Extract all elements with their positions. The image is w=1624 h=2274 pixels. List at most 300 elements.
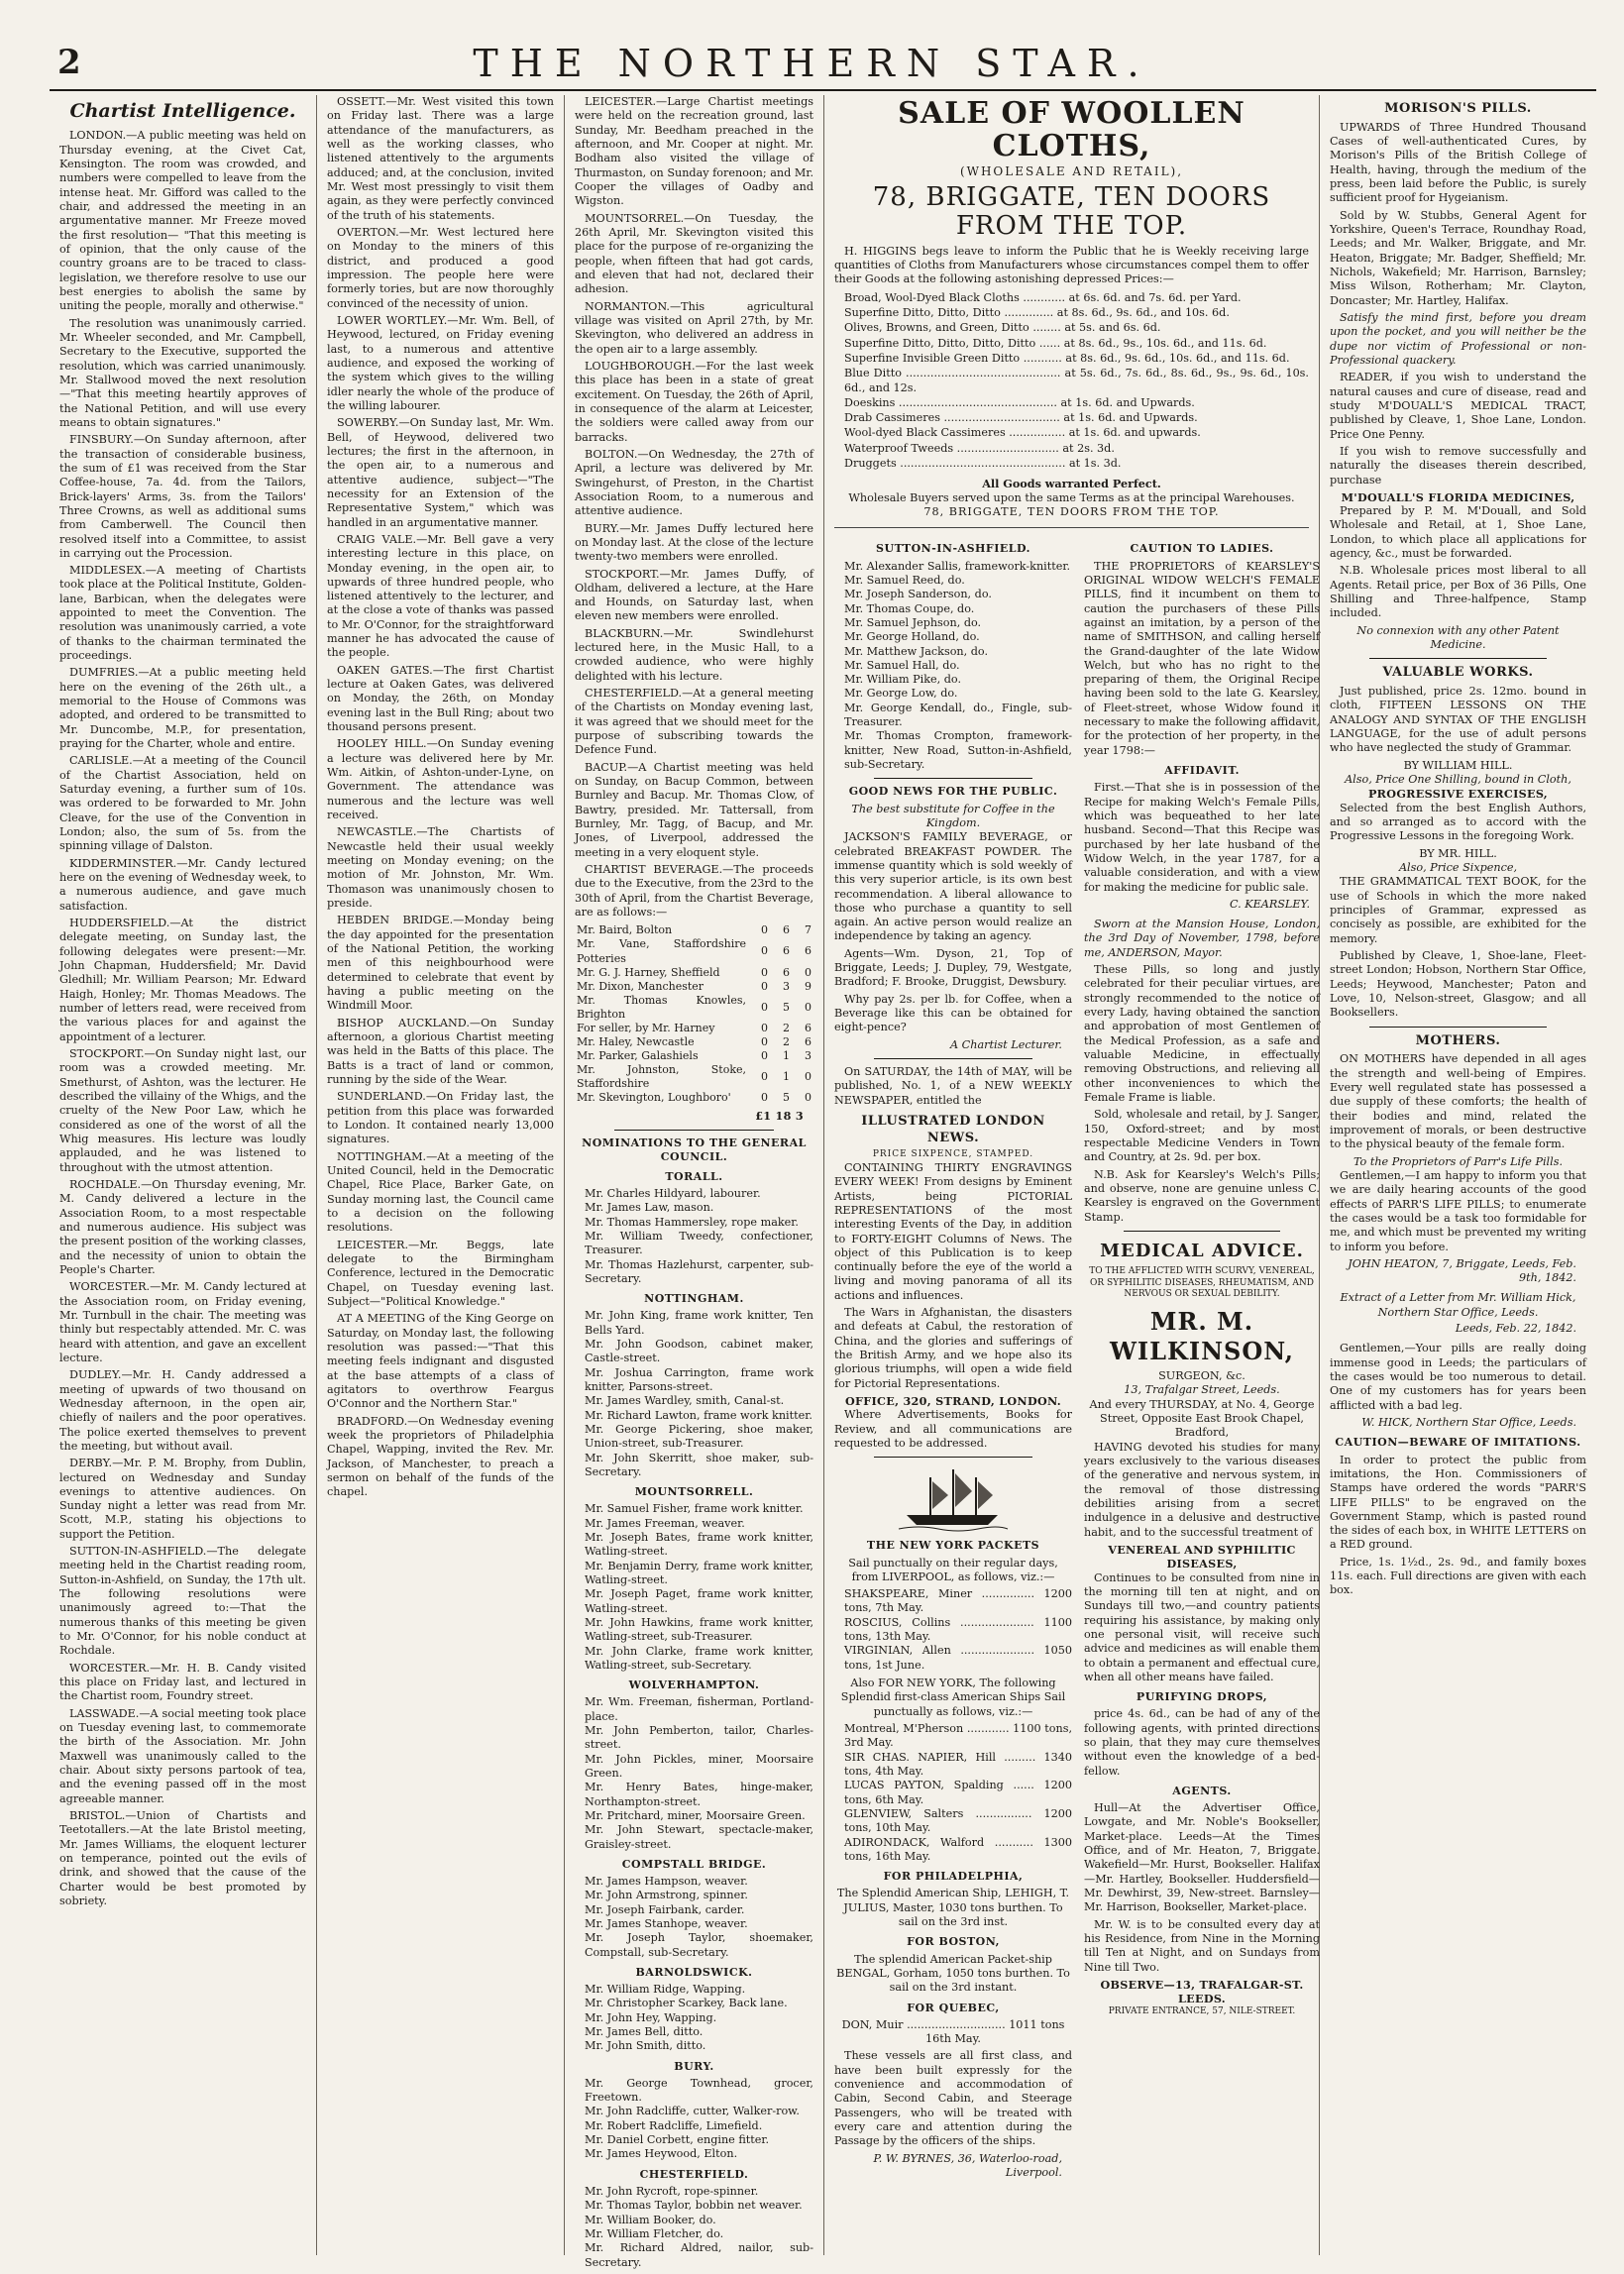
nominee: Mr. Joseph Fairbank, carder. (585, 1902, 745, 1916)
nominee: Mr. James Wardley, smith, Canal-st. (585, 1394, 785, 1408)
nominee: Mr. Henry Bates, hinge-maker, Northampton-street. (585, 1781, 813, 1808)
parr-signature: JOHN HEATON, 7, Briggate, Leeds, Feb. 9th, 1842. (1348, 1256, 1576, 1285)
cloth-price-item: Drab Cassimeres ................................. at 1s. 6d. and Upwards. (844, 411, 1198, 425)
more-reports (575, 95, 813, 920)
place-heading: BURY. (674, 2059, 714, 2073)
cloth-sale-title: SALE OF WOOLLEN CLOTHS, (898, 96, 1245, 163)
subscription-name: Mr. G. J. Harney, Sheffield (577, 965, 720, 979)
ship-icon (899, 1463, 1008, 1533)
medical-subtitle: TO THE AFFLICTED WITH SCURVY, VENEREAL, OR SYPHILITIC DISEASES, RHEUMATISM, AND NERVOUS OR SEXUAL DEBILITY. (1089, 1266, 1315, 1300)
column-6 (1320, 95, 1596, 2255)
nominee: Mr. John Radcliffe, cutter, Walker-row. (585, 2105, 800, 2118)
medical-body: HAVING devoted his studies for many years exclusively to the various diseases of the generative and nervous system, in the removal of those distressing debilities arising from a secret indulgence in a delusive and destructive habit, and to the successful treatment of (1084, 1440, 1320, 1539)
extract-heading: Extract of a Letter from Mr. William Hick, Northern Star Office, Leeds. (1340, 1291, 1576, 1319)
boston-title: FOR BOSTON, (907, 1935, 1000, 1949)
extract-date: Leeds, Feb. 22, 1842. (1455, 1322, 1576, 1336)
subscription-row (575, 1035, 813, 1049)
subscription-c: 3 (805, 1049, 812, 1063)
cloth-sale-subtitle: (WHOLESALE AND RETAIL), (959, 164, 1184, 178)
packet-ship: VIRGINIAN, Allen ..................... 1050 tons, 1st June. (844, 1644, 1072, 1672)
nominee: Mr. William Fletcher, do. (585, 2226, 724, 2240)
nominee: Mr. James Stanhope, weaver. (585, 1917, 748, 1931)
report-paragraph: BRISTOL.—Union of Chartists and Teetotallers.—At the late Bristol meeting, Mr. James Williams, the eloquent lecturer on temperance, pointed out the evils of drink, and showed that the cause of the Charter would be best promoted by sobriety. (59, 1809, 306, 1908)
nominee: Mr. John Pemberton, tailor, Charles-street. (585, 1724, 813, 1752)
report-paragraph: HOOLEY HILL.—On Sunday evening a lecture was delivered here by Mr. Wm. Aitkin, of Ashton-under-Lyne, on Government. The attendance was numerous and the lecture was well received. (327, 737, 554, 822)
good-news-signature: A Chartist Lecturer. (950, 1037, 1062, 1051)
nominee: Mr. Benjamin Derry, frame work knitter, Watling-street. (585, 1559, 813, 1586)
mothers-body: ON MOTHERS have depended in all ages the strength and well-being of Empires. Every well regulated state has possessed a due supply of these comforts; the health of their bodies and mind, related the improvement of morals, or been destructive to the physical beauty of the female form. (1330, 1052, 1586, 1151)
subscription-row (575, 937, 813, 965)
report-paragraph: DERBY.—Mr. P. M. Brophy, from Dublin, lectured on Wednesday and Sunday evenings to attentive audiences. On Sunday night a letter was read from Mr. Scott, M.P., stating his objections to support the Petition. (59, 1457, 306, 1541)
nominee: Mr. William Pike, do. (844, 673, 962, 687)
subscription-name: Mr. Johnston, Stoke, Staffordshire (577, 1063, 746, 1091)
report-paragraph: LOWER WORTLEY.—Mr. Wm. Bell, of Heywood, lectured, on Friday evening last, to a numerous and attentive audience, and exposed the working of the system which gives to the willing idler nearly the whole of the produce of the willing labourer. (327, 313, 554, 412)
nominee: Mr. John Clarke, frame work knitter, Watling-street, sub-Secretary. (585, 1644, 813, 1672)
subscription-a: 0 (761, 965, 768, 979)
subscription-b: 1 (783, 1049, 790, 1063)
boston-body: The splendid American Packet-ship BENGAL, Gorham, 1050 tons burthen. To sail on the 3rd instant. (836, 1952, 1070, 1995)
nominee: Mr. Thomas Hammersley, rope maker. (585, 1215, 799, 1229)
subscription-row (575, 1049, 813, 1063)
pills-body: These Pills, so long and justly celebrated for their peculiar virtues, are strongly recommended to the notice of every Lady, having obtained the sanction and approbation of most Gentlemen of the Medical Profession, as a safe and valuable Medicine, in effectually removing Obstructions, and relieving all other inconveniences to which the Female Frame is liable. (1084, 963, 1320, 1105)
purifying-title: PURIFYING DROPS, (1136, 1690, 1268, 1704)
cloth-price-item: Waterproof Tweeds ............................. at 2s. 3d. (844, 441, 1115, 455)
nominee: Mr. Thomas Hazlehurst, carpenter, sub-Secretary. (585, 1257, 813, 1285)
good-news-body: JACKSON'S FAMILY BEVERAGE, or celebrated BREAKFAST POWDER. The immense quantity which is sold weekly of this very superior article, is its own best recommendation. A liberal allowance to those who purchase a quantity to sell again. An active person would realize an independence by taking an agency. (834, 830, 1072, 943)
packet-ship: ADIRONDACK, Walford ........... 1300 tons, 16th May. (844, 1835, 1072, 1864)
good-news-why: Why pay 2s. per lb. for Coffee, when a Beverage like this can be obtained for eight-pence? (834, 992, 1072, 1034)
subscription-row (575, 1022, 813, 1035)
divider (874, 778, 1032, 779)
pills-sold: Sold, wholesale and retail, by J. Sanger, 150, Oxford-street; and by most respectable Medicine Venders in Town and Country, at 2s. 9d. per box. (1084, 1108, 1320, 1164)
nominee: Mr. John Stewart, spectacle-maker, Graisley-street. (585, 1823, 813, 1851)
nominee: Mr. George Holland, do. (844, 630, 980, 644)
report-paragraph: LEICESTER.—Mr. Beggs, late delegate to the Birmingham Conference, lectured in the Democratic Chapel, on Tuesday evening last. Subject—"Political Knowledge." (327, 1238, 554, 1308)
report-paragraph: HUDDERSFIELD.—At the district delegate meeting, on Sunday last, the following delegates were present:—Mr. John Chapman, Huddersfield; Mr. David Gledhill; Mr. William Pearson; Mr. Edward Haigh, Honley; Mr. Thomas Meadows. The number of letters read, were received from the various places for and against the appointment of a lecturer. (59, 917, 306, 1043)
packet-ship: GLENVIEW, Salters ................ 1200 tons, 10th May. (844, 1807, 1072, 1835)
good-news-title: GOOD NEWS FOR THE PUBLIC. (848, 785, 1058, 799)
subscription-b: 2 (783, 1021, 790, 1034)
report-paragraph: CHARTIST BEVERAGE.—The proceeds due to the Executive, from the 23rd to the 30th of April, from the Chartist Beverage, are as follows:— (575, 863, 813, 920)
report-paragraph: LOUGHBOROUGH.—For the last week this place has been in a state of great excitement. On Tuesday, the 26th of April, in consequence of the alarm at Leicester, the soldiers were called away from our barracks. (575, 359, 813, 444)
subscription-b: 6 (783, 965, 790, 979)
observe: OBSERVE—13, TRAFALGAR-ST. LEEDS. (1100, 1978, 1304, 2006)
caution-body: THE PROPRIETORS of KEARSLEY'S ORIGINAL WIDOW WELCH'S FEMALE PILLS, find it incumbent on them to caution the purchasers of these Pills against an imitation, by a person of the name of SMITHSON, and calling herself the Grand-daughter of the late Widow Welch, but who has no right to the preparing of them, the Original Recipe having been sold to the late G. Kearsley, of Fleet-street, whose Widow found it necessary to make the following affidavit, for the protection of her property, in the year 1798:— (1084, 559, 1320, 757)
column-1 (50, 95, 317, 2255)
report-paragraph: HEBDEN BRIDGE.—Monday being the day appointed for the presentation of the National Petition, the working men of this neighbourhood were determined to celebrate that event by having a public meeting on the Windmill Moor. (327, 914, 554, 1013)
nominee: Mr. George Low, do. (844, 687, 958, 701)
cloth-price-item: Blue Ditto ............................................ at 5s. 6d., 7s. 6d., 8s. 6d., 9s., 9s. 6d., 10s. 6d., and 12s. (844, 367, 1309, 394)
nominee: Mr. Daniel Corbett, engine fitter. (585, 2133, 770, 2147)
florida-title: M'DOUALL'S FLORIDA MEDICINES, (1341, 489, 1575, 504)
nominee-list (585, 1695, 813, 1852)
place-heading: NOTTINGHAM. (644, 1292, 744, 1306)
packet-list (844, 1587, 1072, 1673)
doctor-name: MR. M. WILKINSON, (1109, 1306, 1295, 1366)
local-reports (327, 95, 554, 1500)
cloth-price-item: Wool-dyed Black Cassimeres ................ at 1s. 6d. and upwards. (844, 426, 1201, 440)
subscription-a: 0 (761, 979, 768, 993)
subscription-a: 0 (761, 944, 768, 958)
nominee: Mr. Thomas Taylor, bobbin net weaver. (585, 2199, 803, 2213)
publisher-list: Published by Cleave, 1, Shoe-lane, Fleet-street London; Hobson, Northern Star Office, Leeds; Heywood, Manchester; Paton and Love, 10, Nelson-street, Glasgow; and all Booksellers. (1330, 948, 1586, 1020)
satisfy-note: Satisfy the mind first, before you dream upon the pocket, and you will neither be the dupe nor victim of Professional or non-Professional quackery. (1330, 310, 1586, 367)
cloth-price-item: Superfine Ditto, Ditto, Ditto, Ditto ...... at 8s. 6d., 9s., 10s. 6d., and 11s. 6d. (844, 336, 1267, 350)
nominee-list (585, 1309, 813, 1479)
subscription-name: Mr. Parker, Galashiels (577, 1049, 699, 1063)
columns (50, 95, 1596, 2269)
subscription-name: Mr. Skevington, Loughboro' (577, 1091, 731, 1105)
cloth-sale-intro: H. HIGGINS begs leave to inform the Public that he is Weekly receiving large quantities of Cloths from Manufacturers whose circumstances compel them to offer their Goods at the following astonishing depressed Prices:— (834, 244, 1309, 286)
report-paragraph: BOLTON.—On Wednesday, the 27th of April, a lecture was delivered by Mr. Swingehurst, of Preston, in the Chartist Association Room, to a numerous and attentive audience. (575, 447, 813, 518)
nominee: Mr. John Skerritt, shoe maker, sub-Secretary. (585, 1451, 813, 1478)
divider (1369, 658, 1547, 659)
grammatical-body: THE GRAMMATICAL TEXT BOOK, for the use of Schools in which the more naked principles of Grammar, expressed as concisely as possible, are exhibited for the memory. (1330, 875, 1586, 945)
nominee: Mr. James Freeman, weaver. (585, 1516, 745, 1530)
report-paragraph: CARLISLE.—At a meeting of the Council of the Chartist Association, held on Saturday evening, a further sum of 10s. was ordered to be forwarded to Mr. John Cleave, for the use of the Convention in London; also, the sum of 5s. from the spinning village of Dalston. (59, 754, 306, 853)
agents-body: Hull—At the Advertiser Office, Lowgate, and Mr. Noble's Bookseller, Market-place. Leeds—At the Times Office, and of Mr. Heaton, 7, Briggate. Wakefield—Mr. Hurst, Bookseller. Halifax—Mr. Hartley, Bookseller. Huddersfield—Mr. Dewhirst, 39, New-street. Barnsley—Mr. Harrison, Bookseller, Market-place. (1084, 1801, 1320, 1914)
subscription-c: 0 (805, 1070, 812, 1084)
mothers-title: MOTHERS. (1415, 1032, 1501, 1048)
subscription-c: 6 (805, 1035, 812, 1048)
caution-title: CAUTION TO LADIES. (1130, 542, 1274, 556)
report-paragraph: SUTTON-IN-ASHFIELD.—The delegate meeting held in the Chartist reading room, Sutton-in-Ashfield, on Sunday, the 17th ult. The following resolutions were unanimously agreed to:—That the numerous thanks of this meeting be given to Mr. O'Connor, for his noble conduct at Rochdale. (59, 1545, 306, 1658)
nominee: Mr. George Kendall, do., Fingle, sub-Treasurer. (844, 701, 1072, 729)
cloth-price-item: Superfine Invisible Green Ditto ........... at 8s. 6d., 9s. 6d., 10s. 6d., and 11s. 6d. (844, 351, 1290, 365)
quebec-body: DON, Muir ............................ 1011 tons 16th May. (841, 2017, 1065, 2045)
subscription-name: For seller, by Mr. Harney (577, 1021, 715, 1034)
nominee: Mr. John Pickles, miner, Moorsaire Green. (585, 1752, 813, 1780)
report-paragraph: KIDDERMINSTER.—Mr. Candy lectured here on the evening of Wednesday week, to a numerous audience, and gave much satisfaction. (59, 856, 306, 913)
column-4 (824, 95, 1320, 2255)
subscription-name: Mr. Baird, Bolton (577, 923, 673, 937)
subscription-b: 3 (783, 979, 790, 993)
nominee: Mr. John Goodson, cabinet maker, Castle-street. (585, 1337, 813, 1365)
cloth-wholesale: Wholesale Buyers served upon the same Terms as at the principal Warehouses. (848, 490, 1295, 504)
subscription-row (575, 1091, 813, 1105)
packet-ship: SIR CHAS. NAPIER, Hill ......... 1340 tons, 4th May. (844, 1750, 1072, 1779)
doctor-visits: And every THURSDAY, at No. 4, George Street, Opposite East Brook Chapel, Bradford, (1089, 1397, 1315, 1440)
cloth-price-item: Doeskins ............................................. at 1s. 6d. and Upwards. (844, 395, 1195, 409)
doctor-title: SURGEON, &c. (1158, 1369, 1245, 1383)
divider (834, 527, 1309, 528)
place-heading: MOUNTSORRELL. (634, 1485, 754, 1499)
nominee-list (585, 1875, 813, 1960)
morison-title: MORISON'S PILLS. (1384, 101, 1532, 116)
nominee: Mr. John King, frame work knitter, Ten Bells Yard. (585, 1309, 813, 1337)
packet-list-2 (844, 1722, 1072, 1864)
price-line: Price, 1s. 1½d., 2s. 9d., and family boxes 11s. each. Full directions are given with each box. (1330, 1555, 1586, 1597)
report-paragraph: CRAIG VALE.—Mr. Bell gave a very interesting lecture in this place, on Monday evening, in the open air, to upwards of three hundred people, who listened attentively to the lecturer, and at the close a vote of thanks was passed to Mr. O'Connor, for the straightforward manner he has advocated the cause of the people. (327, 532, 554, 660)
report-paragraph: BURY.—Mr. James Duffy lectured here on Monday last. At the close of the lecture twenty-two members were enrolled. (575, 521, 813, 564)
nominee: Mr. Joseph Sanderson, do. (844, 588, 992, 601)
illustrated-title: ILLUSTRATED LONDON NEWS. (861, 1114, 1045, 1145)
report-paragraph: The resolution was unanimously carried. Mr. Wheeler seconded, and Mr. Campbell, Secretary to the Executive, supported the resolution, which was carried unanimously. Mr. Stallwood moved the next resolution—"That this meeting heartily approves of the National Petition, and will use every means to obtain signatures." (59, 316, 306, 429)
progressive-body: Selected from the best English Authors, and so arranged as to accord with the Progressive Lessons in the foregoing Work. (1330, 801, 1586, 843)
nominee-list (585, 2185, 813, 2270)
doctor-address: 13, Trafalgar Street, Leeds. (1124, 1383, 1280, 1397)
nominee: Mr. John Armstrong, spinner. (585, 1889, 748, 1902)
quebec-title: FOR QUEBEC, (907, 2001, 1000, 2014)
beverage-subscriptions (575, 923, 813, 1105)
report-paragraph: DUDLEY.—Mr. H. Candy addressed a meeting of upwards of two thousand on Wednesday afternoon, in the open air, chiefly of nailers and the poor operatives. The police exerted themselves to prevent the meeting, but without avail. (59, 1368, 306, 1453)
column-3 (565, 95, 824, 2269)
subscription-b: 5 (783, 1000, 790, 1014)
also: Also, Price One Shilling, bound in Cloth, (1345, 773, 1571, 787)
nominee: Mr. James Bell, ditto. (585, 2025, 704, 2039)
packet-ship: ROSCIUS, Collins ..................... 1100 tons, 13th May. (844, 1615, 1072, 1644)
parr-letter: Gentlemen,—I am happy to inform you that we are daily hearing accounts of the good effects of PARR'S LIFE PILLS; to enumerate the cases would be a task too formidable for me, and which must be prevented my writing to inform you before. (1330, 1168, 1586, 1253)
place-heading: TORALL. (665, 1169, 723, 1183)
report-paragraph: OVERTON.—Mr. West lectured here on Monday to the miners of this district, and produced a good impression. The people here were formerly tories, but are now thoroughly convinced of the necessity of union. (327, 225, 554, 310)
nominee: Mr. Samuel Jephson, do. (844, 615, 982, 629)
philadelphia-title: FOR PHILADELPHIA, (883, 1870, 1024, 1884)
divider (874, 1457, 1032, 1458)
medical-body-2: Continues to be consulted from nine in the morning till ten at night, and on Sundays till two,—and country patients requiring his assistance, by making only one personal visit, will receive such advice and medicines as will enable them to obtain a permanent and effectual cure, when all other means have failed. (1084, 1570, 1320, 1683)
report-paragraph: LASSWADE.—A social meeting took place on Tuesday evening last, to commemorate the birth of the Association. Mr. John Maxwell was unanimously called to the chair. About sixty persons partook of tea, and the evening passed off in the most agreeable manner. (59, 1706, 306, 1805)
nominee-list (585, 1187, 813, 1286)
cloth-price-item: Druggets ............................................... at 1s. 3d. (844, 457, 1122, 471)
cloth-guarantee: All Goods warranted Perfect. (982, 477, 1161, 491)
subscription-total: £1 18 3 (755, 1109, 804, 1124)
subscription-b: 2 (783, 1035, 790, 1048)
affidavit-body: First.—That she is in possession of the Recipe for making Welch's Female Pills, which was bequeathed to her late husband. Second—That this Recipe was purchased by her late husband of the Widow Welch, in the year 1787, for a valuable consideration, and with a view for making the medicine for public sale. (1084, 781, 1320, 894)
newspaper-title: THE NORTHERN STAR. (473, 42, 1151, 85)
report-paragraph: CHESTERFIELD.—At a general meeting of the Chartists on Monday evening last, it was agreed that we should meet for the purpose of subscribing towards the Defence Fund. (575, 687, 813, 757)
subscription-row (575, 994, 813, 1022)
nominee: Mr. Wm. Freeman, fisherman, Portland-place. (585, 1695, 813, 1723)
nominee-list (585, 1502, 813, 1673)
subscription-row (575, 1063, 813, 1091)
packets-agent: P. W. BYRNES, 36, Waterloo-road, Liverpool. (873, 2151, 1062, 2179)
place-heading: COMPSTALL BRIDGE. (621, 1857, 767, 1871)
nominee: Mr. William Tweedy, confectioner, Treasurer. (585, 1229, 813, 1257)
report-paragraph: LEICESTER.—Large Chartist meetings were held on the recreation ground, last Sunday, Mr. Beedham preached in the afternoon, and Mr. Cooper at night. Mr. Bodham also visited the village of Thurmaston, on Sunday forenoon; and Mr. Cooper the villages of Oadby and Wigston. (575, 95, 813, 208)
packets-note: These vessels are all first class, and have been built expressly for the convenience and accommodation of Cabin, Second Cabin, and Steerage Passengers, who will be treated with every care and attention during the Passage by the officers of the ships. (834, 2049, 1072, 2148)
packet-ship: Montreal, M'Pherson ............ 1100 tons, 3rd May. (844, 1722, 1072, 1750)
col5 (1084, 536, 1320, 2186)
subscription-name: Mr. Thomas Knowles, Brighton (577, 993, 746, 1021)
nominee: Mr. Richard Aldred, nailor, sub-Secretary. (585, 2241, 813, 2269)
good-news-subtitle: The best substitute for Coffee in the Kingdom. (851, 802, 1055, 829)
subscription-name: Mr. Haley, Newcastle (577, 1035, 695, 1048)
nominee: Mr. John Hey, Wapping. (585, 2010, 717, 2024)
nominee: Mr. John Smith, ditto. (585, 2039, 706, 2053)
report-paragraph: STOCKPORT.—Mr. James Duffy, of Oldham, delivered a lecture, at the Hare and Hounds, on Saturday last, when eleven new members were enrolled. (575, 567, 813, 623)
report-paragraph: WORCESTER.—Mr. H. B. Candy visited this place on Friday last, and lectured in the Chartist room, Foundry street. (59, 1661, 306, 1703)
subscription-row (575, 923, 813, 937)
imitations-title: CAUTION—BEWARE OF IMITATIONS. (1335, 1436, 1581, 1450)
report-paragraph: LONDON.—A public meeting was held on Thursday evening, at the Civet Cat, Kensington. The room was crowded, and numbers were compelled to leave from the intense heat. Mr. Gifford was called to the chair, and addressed the meeting in an argumentative manner. Mr Freeze moved the first resolution— "That this meeting is of opinion, that the only cause of the country groans are to be traced to class-legislation, we therefore resolve to use our best energies to abolish the same by uniting the people, morally and otherwise." (59, 129, 306, 313)
report-paragraph: BRADFORD.—On Wednesday evening week the proprietors of Philadelphia Chapel, Wapping, invited the Rev. Mr. Jackson, of Manchester, to preach a sermon on behalf of the funds of the chapel. (327, 1414, 554, 1499)
medical-diseases: VENEREAL AND SYPHILITIC DISEASES, (1108, 1543, 1296, 1571)
col4-lower (834, 536, 1320, 2186)
cloth-sale-address: 78, BRIGGATE, TEN DOORS FROM THE TOP. (872, 182, 1271, 241)
subscription-a: 0 (761, 1000, 768, 1014)
affidavit-signature: C. KEARSLEY. (1229, 897, 1310, 911)
nominee: Mr. Thomas Crompton, framework-knitter, New Road, Sutton-in-Ashfield, sub-Secretary. (844, 729, 1072, 772)
cloth-price-list (844, 291, 1309, 472)
imitations-body: In order to protect the public from imitations, the Hon. Commissioners of Stamps have ordered the words "PARR'S LIFE PILLS" to be engraved on the Government Stamp, which is pasted round the sides of each box, in WHITE LETTERS on a RED ground. (1330, 1453, 1586, 1552)
nominee: Mr. Christopher Scarkey, Back lane. (585, 1997, 788, 2010)
cloth-price-item: Superfine Ditto, Ditto, Ditto .............. at 8s. 6d., 9s. 6d., and 10s. 6d. (844, 305, 1230, 319)
subscription-name: Mr. Dixon, Manchester (577, 979, 704, 993)
nominations-list (575, 1170, 813, 2270)
subscription-c: 9 (805, 979, 812, 993)
nominee: Mr. Matthew Jackson, do. (844, 644, 989, 658)
report-paragraph: BLACKBURN.—Mr. Swindlehurst lectured here, in the Music Hall, to a crowded audience, who were highly delighted with his lecture. (575, 626, 813, 683)
sutton-title: SUTTON-IN-ASHFIELD. (876, 542, 1030, 556)
report-paragraph: WORCESTER.—Mr. M. Candy lectured at the Association room, on Friday evening, Mr. Turnbull in the chair. The meeting was thinly but respectably attended. Mr. C. was heard with attention, and gave an excellent lecture. (59, 1280, 306, 1364)
nominee: Mr. Samuel Reed, do. (844, 573, 965, 587)
packet-ship: LUCAS PAYTON, Spalding ...... 1200 tons, 6th May. (844, 1779, 1072, 1806)
nominee: Mr. Pritchard, miner, Moorsaire Green. (585, 1808, 806, 1822)
col4-lower-left (834, 536, 1072, 2186)
philadelphia-body: The Splendid American Ship, LEHIGH, T. JULIUS, Master, 1030 tons burthen. To sail on the 3rd inst. (836, 1887, 1070, 1929)
nominee: Mr. Charles Hildyard, labourer. (585, 1186, 761, 1200)
nominee: Mr. John Hawkins, frame work knitter, Watling-street, sub-Treasurer. (585, 1615, 813, 1644)
subscription-c: 0 (805, 1091, 812, 1105)
subscription-a: 0 (761, 1035, 768, 1048)
illustrated-intro: On SATURDAY, the 14th of MAY, will be published, No. 1, of a NEW WEEKLY NEWSPAPER, entitled the (834, 1065, 1072, 1107)
masthead (0, 0, 1624, 91)
packet-ship: SHAKSPEARE, Miner ............... 1200 tons, 7th May. (844, 1587, 1072, 1615)
nominee: Mr. James Heywood, Elton. (585, 2147, 738, 2161)
florida-notice: No connexion with any other Patent Medicine. (1356, 623, 1560, 652)
author-2: BY MR. HILL. (1419, 846, 1497, 860)
fifteen-lessons: Just published, price 2s. 12mo. bound in cloth, FIFTEEN LESSONS ON THE ANALOGY AND SYNTAX OF THE ENGLISH LANGUAGE, for the use of adult persons who have neglected the study of Grammar. (1330, 685, 1586, 755)
subscription-row (575, 980, 813, 994)
report-paragraph: STOCKPORT.—On Sunday night last, our room was a crowded meeting. Mr. Smethurst, of Ashton, was the lecturer. He described the villainy of the Whigs, and the cruelty of the New Poor Law, which he considered as one of the worst of all the Whig measures. His lecture was loudly applauded, and he was listened to throughout with the utmost attention. (59, 1046, 306, 1174)
nominee-list (585, 2077, 813, 2162)
nominee: Mr. Samuel Fisher, frame work knitter. (585, 1502, 804, 1516)
reader-note: READER, if you wish to understand the natural causes and cure of disease, read and study M'DOUALL'S MEDICAL TRACT, published by Cleave, 1, Shoe Lane, London. Price One Penny. (1330, 371, 1586, 441)
price-note: Also, Price Sixpence, (1398, 861, 1518, 874)
subscription-a: 0 (761, 1091, 768, 1105)
masthead-rule (50, 89, 1596, 91)
packets-subtitle: Sail punctually on their regular days, from LIVERPOOL, as follows, viz.:— (848, 1556, 1058, 1583)
cloth-footer-address: 78, BRIGGATE, TEN DOORS FROM THE TOP. (923, 505, 1220, 519)
extract-signature: W. HICK, Northern Star Office, Leeds. (1361, 1416, 1576, 1430)
nominee-list (585, 1983, 813, 2054)
divider (874, 1058, 1032, 1059)
cloth-price-item: Olives, Browns, and Green, Ditto ........ at 5s. and 6s. 6d. (844, 321, 1161, 335)
report-paragraph: NOTTINGHAM.—At a meeting of the United Council, held in the Democratic Chapel, Rice Place, Barker Gate, on Sunday morning last, the Council came to a decision on the following resolutions. (327, 1149, 554, 1235)
subscription-name: Mr. Vane, Staffordshire Potteries (577, 937, 746, 965)
report-paragraph: FINSBURY.—On Sunday afternoon, after the transaction of considerable business, the sum of £1 was received from the Star Coffee-house, 7a. 4d. from the Tailors, Brick-layers' Arms, 3s. from the Tailors' Three Crowns, as well as additional sums from Camberwell. The Council then resolved itself into a Committee, to assist in carrying out the Procession. (59, 433, 306, 560)
nominee: Mr. Joseph Taylor, shoemaker, Compstall, sub-Secretary. (585, 1931, 813, 1959)
report-paragraph: DUMFRIES.—At a public meeting held here on the evening of the 26th ult., a memorial to the House of Commons was adopted, and ordered to be transmitted to Mr. Duncombe, M.P., for presentation, praying for the Charter, whole and entire. (59, 666, 306, 751)
extract-body: Gentlemen,—Your pills are really doing immense good in Leeds; the particulars of the cases would be too numerous to detail. One of my customers has for years been afflicted with a bad leg. (1330, 1342, 1586, 1412)
nominee: Mr. Joshua Carrington, frame work knitter, Parsons-street. (585, 1365, 813, 1393)
report-paragraph: SUNDERLAND.—On Friday last, the petition from this place was forwarded to London. It contained nearly 13,000 signatures. (327, 1090, 554, 1146)
report-paragraph: MOUNTSORREL.—On Tuesday, the 26th April, Mr. Skevington visited this place for the purpose of re-organizing the people, when fifteen that had got cards, and eleven that had not, declared their adhesion. (575, 211, 813, 296)
report-paragraph: ROCHDALE.—On Thursday evening, Mr. M. Candy delivered a lecture in the Association Room, to a most respectable and numerous audience. His subject was the present position of the working classes, and the necessity of union to obtain the People's Charter. (59, 1177, 306, 1276)
nominee: Mr. William Ridge, Wapping. (585, 1983, 746, 1997)
nominee: Mr. Alexander Sallis, framework-knitter. (844, 559, 1071, 573)
subscription-b: 6 (783, 944, 790, 958)
morison-body: UPWARDS of Three Hundred Thousand Cases of well-authenticated Cures, by Morison's Pills of the British College of Health, having, through the medium of the press, been laid before the Public, is surely sufficient proof for Hygeianism. (1330, 120, 1586, 205)
report-paragraph: OSSETT.—Mr. West visited this town on Friday last. There was a large attendance of the manufacturers, as well as the working classes, who listened attentively to the arguments adduced; and, at the conclusion, invited Mr. West most pressingly to visit them again, as they were perfectly convinced of the truth of his statements. (327, 95, 554, 222)
remove-note: If you wish to remove successfully and naturally the diseases therein described, purchase (1330, 444, 1586, 487)
subscription-c: 0 (805, 1000, 812, 1014)
private-entrance: PRIVATE ENTRANCE, 57, NILE-STREET. (1108, 2005, 1296, 2016)
author: BY WILLIAM HILL. (1403, 758, 1513, 772)
nominee: Mr. George Pickering, shoe maker, Union-street, sub-Treasurer. (585, 1422, 813, 1451)
subscription-a: 0 (761, 1021, 768, 1034)
page-number: 2 (57, 43, 81, 82)
illustrated-body2: The Wars in Afghanistan, the disasters and defeats at Cabul, the restoration of China, and the glories and sufferings of the British Army, and we hope also its glorious triumphs, will open a wide field for Pictorial Representations. (834, 1306, 1072, 1390)
divider (614, 1130, 774, 1131)
nominee: Mr. Thomas Coupe, do. (844, 601, 975, 615)
affidavit-sworn: Sworn at the Mansion House, London, the 3rd Day of November, 1798, before me, ANDERSON, Mayor. (1084, 918, 1320, 959)
nominee: Mr. William Booker, do. (585, 2213, 716, 2226)
medical-title: MEDICAL ADVICE. (1100, 1241, 1304, 1262)
illustrated-price: PRICE SIXPENCE, STAMPED. (872, 1149, 1034, 1160)
nominee: Mr. Samuel Hall, do. (844, 658, 960, 672)
nominee: Mr. Joseph Paget, frame work knitter, Watling-street. (585, 1587, 813, 1615)
nominee: Mr. Richard Lawton, frame work knitter. (585, 1408, 812, 1422)
purifying-body: price 4s. 6d., can be had of any of the following agents, with printed directions so plain, that they may cure themselves without even the knowledge of a bed-fellow. (1084, 1707, 1320, 1778)
report-paragraph: OAKEN GATES.—The first Chartist lecture at Oaken Gates, was delivered on Monday, the 26th, on Monday evening last in the Bull Ring; about two thousand persons present. (327, 663, 554, 734)
nominee: Mr. James Hampson, weaver. (585, 1875, 748, 1889)
subscription-c: 0 (805, 965, 812, 979)
nominee: Mr. Joseph Bates, frame work knitter, Watling-street. (585, 1531, 813, 1559)
nominee: Mr. Robert Radcliffe, Limefield. (585, 2118, 763, 2132)
section-title: Chartist Intelligence. (69, 100, 296, 122)
nominee: Mr. John Rycroft, rope-spinner. (585, 2184, 759, 2198)
agents-title: AGENTS. (1172, 1785, 1232, 1797)
subscription-a: 0 (761, 1049, 768, 1063)
florida-body: Prepared by P. M. M'Douall, and Sold Wholesale and Retail, at 1, Shoe Lane, London, to which place all applications for agency, &c., must be forwarded. (1330, 504, 1586, 561)
pills-nb: N.B. Ask for Kearsley's Welch's Pills; and observe, none are genuine unless C. Kearsley is engraved on the Government Stamp. (1084, 1167, 1320, 1224)
subscription-b: 1 (783, 1070, 790, 1084)
report-paragraph: BACUP.—A Chartist meeting was held on Sunday, on Bacup Common, between Burnley and Bacup. Mr. Thomas Clow, of Bawtry, presided. Mr. Tattersall, from Burnley, Mr. Tagg, of Bacup, and Mr. Jones, of Liverpool, addressed the meeting in a very eloquent style. (575, 760, 813, 859)
subscription-b: 6 (783, 923, 790, 937)
column-2 (317, 95, 565, 2255)
report-paragraph: SOWERBY.—On Sunday last, Mr. Wm. Bell, of Heywood, delivered two lectures; the first in the afternoon, in the open air, to a numerous and attentive audience, subject—"The necessity for an Extension of the Representative System," which was handled in an argumentative manner. (327, 416, 554, 529)
subscription-a: 0 (761, 923, 768, 937)
report-paragraph: NORMANTON.—This agricultural village was visited on April 27th, by Mr. Skevington, who delivered an address in the open air to a large assembly. (575, 299, 813, 356)
chartist-reports (59, 129, 306, 1908)
place-heading: WOLVERHAMPTON. (628, 1678, 760, 1692)
subscription-c: 7 (805, 923, 812, 937)
morison-agents: Sold by W. Stubbs, General Agent for Yorkshire, Queen's Terrace, Roundhay Road, Leeds; and Mr. Walker, Briggate, and Mr. Heaton, Briggate; Mr. Badger, Sheffield; Mr. Nichols, Wakefield; Mr. Harrison, Barnsley; Miss Wilson, Rotherham; Mr. Clayton, Doncaster; Mr. Hartley, Halifax. (1330, 208, 1586, 307)
nominee: Mr. George Townhead, grocer, Freetown. (585, 2076, 813, 2105)
report-paragraph: AT A MEETING of the King George on Saturday, on Monday last, the following resolution was passed:—"That this meeting feels indignant and disgusted at the base attempts of a class of agitators to overthrow Feargus O'Connor and the Northern Star." (327, 1312, 554, 1411)
illustrated-office: OFFICE, 320, STRAND, LONDON. (844, 1394, 1062, 1409)
affidavit-title: AFFIDAVIT. (1164, 764, 1240, 778)
report-paragraph: NEWCASTLE.—The Chartists of Newcastle held their usual weekly meeting on Monday evening; on the motion of Mr. Johnston, Mr. Wm. Thomason was unanimously chosen to preside. (327, 825, 554, 911)
report-paragraph: MIDDLESEX.—A meeting of Chartists took place at the Political Institute, Golden-lane, Barbican, when the delegates were appointed to meet the Convention. The resolution was unanimously carried, a vote of thanks to the chairman terminated the proceedings. (59, 564, 306, 663)
illustrated-office-note: Where Advertisements, Books for Review, and all communications are requested to be addressed. (834, 1408, 1072, 1451)
nominee: Mr. James Law, mason. (585, 1201, 714, 1215)
valuable-title: VALUABLE WORKS. (1382, 665, 1534, 681)
attendance: Mr. W. is to be consulted every day at his Residence, from Nine in the Morning till Ten at Night, and on Sundays from Nine till Two. (1084, 1917, 1320, 1974)
place-heading: CHESTERFIELD. (639, 2167, 749, 2181)
subscription-b: 5 (783, 1091, 790, 1105)
place-heading: BARNOLDSWICK. (635, 1966, 753, 1980)
subscription-c: 6 (805, 944, 812, 958)
good-news-agents: Agents—Wm. Dyson, 21, Top of Briggate, Leeds; J. Dupley, 79, Westgate, Bradford; F. Brooke, Druggist, Dewsbury. (834, 946, 1072, 989)
florida-nb: N.B. Wholesale prices most liberal to all Agents. Retail price, per Box of 36 Pills, One Shilling and Three-halfpence, Stamp included. (1330, 564, 1586, 620)
sutton-nominees (844, 560, 1072, 773)
packets-also: Also FOR NEW YORK, The following Splendid first-class American Ships Sail punctually as follows, viz.:— (840, 1677, 1066, 1718)
parr-heading: To the Proprietors of Parr's Life Pills. (1353, 1154, 1564, 1168)
divider (1369, 1027, 1547, 1028)
subscription-a: 0 (761, 1070, 768, 1084)
progressive-title: PROGRESSIVE EXERCISES, (1367, 787, 1549, 802)
